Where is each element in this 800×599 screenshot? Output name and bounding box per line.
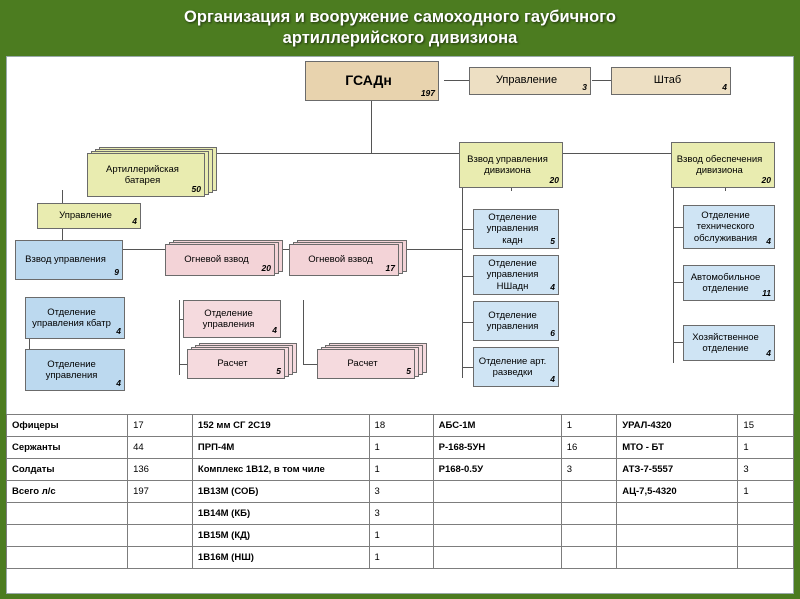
cell: 136	[128, 459, 193, 481]
node-ognevoy-vzvod-1-count: 20	[261, 262, 271, 273]
node-vzvod-upr-div[interactable]	[459, 142, 563, 188]
cell: 1	[738, 437, 794, 459]
node-otd-upravleniya-ognevoy-label: Отделение управления	[202, 307, 255, 330]
node-ognevoy-vzvod-2-count: 17	[385, 262, 395, 273]
cell	[738, 503, 794, 525]
page-title-line1: Организация и вооружение самоходного гаубичного	[184, 8, 616, 26]
node-otd-upravleniya-battery-label: Отделение управления	[45, 358, 98, 381]
node-hozyaystvennoe-otdelenie[interactable]	[683, 325, 775, 361]
node-vzvod-upravleniya-label: Взвод управления	[25, 254, 106, 266]
node-otd-upravleniya-div[interactable]	[473, 301, 559, 341]
node-raschet-1-count: 5	[276, 365, 281, 376]
cell: 1	[561, 415, 617, 437]
cell	[617, 503, 738, 525]
cell	[561, 547, 617, 569]
node-vzvod-upravleniya[interactable]	[15, 240, 123, 280]
cell: УРАЛ-4320	[617, 415, 738, 437]
node-vzvod-upr-div-count: 20	[549, 174, 559, 185]
cell: 44	[128, 437, 193, 459]
cell: 1В14М (КБ)	[192, 503, 369, 525]
node-otd-upr-nshadn-count: 4	[550, 281, 555, 292]
cell	[128, 525, 193, 547]
node-otd-upravleniya-battery[interactable]	[25, 349, 125, 391]
node-hozyaystvennoe-otdelenie-label: Хозяйственное отделение	[692, 331, 759, 354]
node-vzvod-obesp-div[interactable]	[671, 142, 775, 188]
node-ognevoy-vzvod-1-label: Огневой взвод	[184, 254, 249, 266]
node-raschet-2-count: 5	[406, 365, 411, 376]
node-otd-upravleniya-div-label: Отделение управления	[486, 309, 539, 332]
page-title-line2: артиллерийского дивизиона	[282, 29, 518, 47]
node-otd-tech-obsluzhivaniya[interactable]	[683, 205, 775, 249]
node-ognevoy-vzvod-1[interactable]	[165, 244, 275, 276]
node-vzvod-upr-div-label: Взвод управления дивизиона	[467, 153, 548, 176]
cell: 1В16М (НШ)	[192, 547, 369, 569]
node-otd-upravleniya-ognevoy-count: 4	[272, 324, 277, 335]
node-avtomobilnoe-otdelenie-count: 11	[762, 287, 771, 298]
node-otd-upr-kbatr[interactable]	[25, 297, 125, 339]
table-row	[7, 415, 794, 437]
connector	[673, 188, 674, 363]
connector	[303, 364, 317, 365]
cell: Комплекс 1В12, в том чиле	[192, 459, 369, 481]
cell: Солдаты	[7, 459, 128, 481]
cell	[738, 547, 794, 569]
cell	[561, 525, 617, 547]
summary-table-body	[7, 415, 794, 569]
cell	[433, 525, 561, 547]
cell: 1	[369, 459, 433, 481]
cell: 197	[128, 481, 193, 503]
node-raschet-1[interactable]	[187, 349, 285, 379]
connector	[462, 188, 463, 378]
node-avtomobilnoe-otdelenie[interactable]	[683, 265, 775, 301]
node-upravlenie-battery-label: Управление	[59, 210, 112, 222]
table-row	[7, 459, 794, 481]
table-row	[7, 503, 794, 525]
cell: МТО - БТ	[617, 437, 738, 459]
node-otd-upr-nshadn[interactable]	[473, 255, 559, 295]
node-shtab-label: Штаб	[653, 74, 682, 87]
node-otd-tech-obsluzhivaniya-label: Отделение технического обслуживания	[693, 209, 758, 244]
cell: 3	[738, 459, 794, 481]
connector	[444, 80, 469, 81]
connector	[139, 153, 725, 154]
node-otd-art-razvedki-count: 4	[550, 373, 555, 384]
node-avtomobilnoe-otdelenie-label: Автомобильное отделение	[690, 271, 761, 294]
node-ognevoy-vzvod-2-label: Огневой взвод	[308, 254, 373, 266]
cell: 3	[369, 481, 433, 503]
cell	[617, 547, 738, 569]
node-otd-upr-kbatr-count: 4	[116, 325, 121, 336]
summary-table	[6, 414, 794, 569]
connector	[303, 300, 304, 365]
cell	[7, 525, 128, 547]
cell	[433, 481, 561, 503]
node-otd-art-razvedki-label: Отделение арт. разведки	[478, 355, 547, 378]
cell: 1	[369, 547, 433, 569]
node-shtab-count: 4	[722, 81, 727, 92]
cell: 1	[369, 525, 433, 547]
cell: 1	[369, 437, 433, 459]
node-otd-upravleniya-ognevoy[interactable]	[183, 300, 281, 338]
node-otd-upr-kadn[interactable]	[473, 209, 559, 249]
connector	[371, 101, 372, 153]
cell: АТЗ-7-5557	[617, 459, 738, 481]
node-vzvod-upravleniya-count: 9	[114, 266, 119, 277]
cell: Р-168-5УН	[433, 437, 561, 459]
cell	[7, 503, 128, 525]
node-otd-art-razvedki[interactable]	[473, 347, 559, 387]
table-row	[7, 525, 794, 547]
cell	[433, 547, 561, 569]
node-upravlenie-top[interactable]	[469, 67, 591, 95]
connector	[592, 80, 611, 81]
cell	[433, 503, 561, 525]
cell: ПРП-4М	[192, 437, 369, 459]
cell: 15	[738, 415, 794, 437]
table-row	[7, 437, 794, 459]
cell: АЦ-7,5-4320	[617, 481, 738, 503]
page-title	[0, 2, 800, 54]
node-art-battery-label: Артиллерийская батарея	[106, 163, 179, 186]
cell: 152 мм СГ 2С19	[192, 415, 369, 437]
cell: Офицеры	[7, 415, 128, 437]
node-upravlenie-top-label: Управление	[495, 74, 558, 87]
cell: Сержанты	[7, 437, 128, 459]
cell: 16	[561, 437, 617, 459]
node-otd-tech-obsluzhivaniya-count: 4	[766, 235, 771, 246]
node-art-battery[interactable]	[87, 153, 205, 197]
node-otd-upr-kadn-count: 5	[550, 235, 555, 246]
table-row	[7, 481, 794, 503]
node-ognevoy-vzvod-2[interactable]	[289, 244, 399, 276]
cell	[738, 525, 794, 547]
node-otd-upr-nshadn-label: Отделение управления НШадн	[486, 257, 539, 292]
cell: 3	[369, 503, 433, 525]
cell: 3	[561, 459, 617, 481]
node-raschet-2[interactable]	[317, 349, 415, 379]
cell: 1	[738, 481, 794, 503]
node-gsadn-label: ГСАДн	[345, 72, 392, 89]
cell	[561, 503, 617, 525]
table-row	[7, 547, 794, 569]
cell	[128, 547, 193, 569]
node-upravlenie-battery[interactable]	[37, 203, 141, 229]
cell	[561, 481, 617, 503]
cell: 1В15М (КД)	[192, 525, 369, 547]
cell: Всего л/с	[7, 481, 128, 503]
node-vzvod-obesp-div-count: 20	[761, 174, 771, 185]
node-otd-upravleniya-battery-count: 4	[116, 377, 121, 388]
cell	[7, 547, 128, 569]
node-raschet-2-label: Расчет	[347, 358, 378, 370]
cell	[128, 503, 193, 525]
node-upravlenie-battery-count: 4	[132, 215, 137, 226]
cell	[617, 525, 738, 547]
cell: АБС-1М	[433, 415, 561, 437]
node-hozyaystvennoe-otdelenie-count: 4	[766, 347, 771, 358]
cell: 18	[369, 415, 433, 437]
node-upravlenie-top-count: 3	[582, 81, 587, 92]
node-vzvod-obesp-div-label: Взвод обеспечения дивизиона	[676, 153, 763, 176]
cell: 1В13М (СОБ)	[192, 481, 369, 503]
node-shtab[interactable]	[611, 67, 731, 95]
cell: Р168-0.5У	[433, 459, 561, 481]
node-gsadn-count: 197	[420, 87, 435, 98]
node-art-battery-count: 50	[191, 183, 201, 194]
node-otd-upravleniya-div-count: 6	[550, 327, 555, 338]
cell: 17	[128, 415, 193, 437]
node-raschet-1-label: Расчет	[217, 358, 248, 370]
node-otd-upr-kbatr-label: Отделение управления кбатр	[32, 306, 111, 329]
node-otd-upr-kadn-label: Отделение управления кадн	[486, 211, 539, 246]
node-gsadn[interactable]	[305, 61, 439, 101]
